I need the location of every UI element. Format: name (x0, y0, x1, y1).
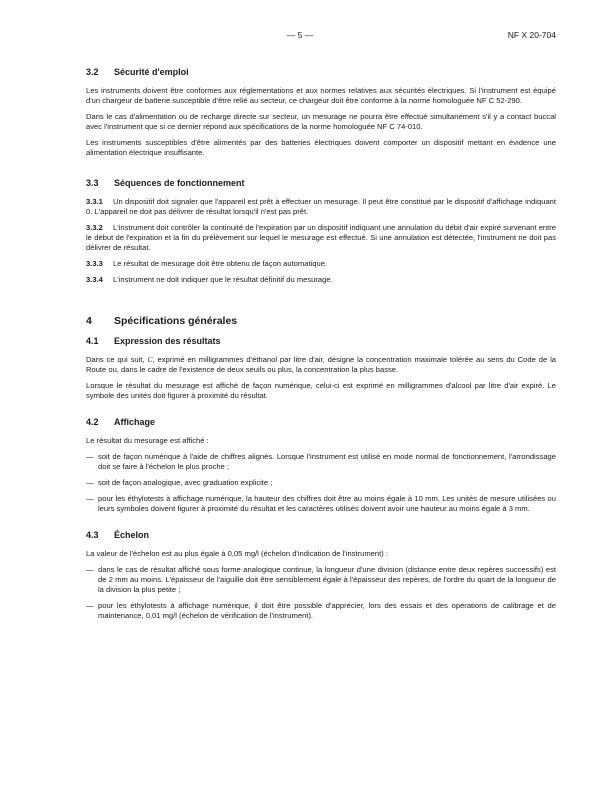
text-run: , exprimé en milligrammes d'éthanol par litre d'air, désigne la concentration maximale tolérée au sens du Code de la Route ou, dans le cadre de l'existence de deux seuils ou plus, la concentration la plus basse. (86, 355, 556, 374)
paragraph: Lorsque le résultat du mesurage est affiché de façon numérique, celui-ci est exprimé en milligrammes d'alcool par litre d'air expiré. Le symbole des unités doit figurer à proximité du résultat. (86, 381, 556, 400)
section-heading-4-3 (86, 530, 556, 541)
subclause-text: Un dispositif doit signaler que l'appareil est prêt à effectuer un mesurage. Il peut être constitué par le dispositif d'affichage indiquant 0. L'appareil ne doit pas délivrer de résultat lorsqu'il n'est pas prêt. (86, 197, 556, 216)
section-number: 4.1 (86, 336, 99, 346)
list-dash: — (86, 478, 94, 487)
section-number: 4.2 (86, 417, 99, 427)
paragraph: Le résultat du mesurage est affiché : (86, 436, 209, 445)
list-item (86, 452, 556, 472)
list-item-text: pour les éthylotests à affichage numérique, il doit être possible d'apprécier, lors des essais et des opérations de calibrage et de maintenance, 0,01 mg/l (échelon de vérification de l'instrument). (98, 601, 556, 620)
list-dash: — (86, 452, 94, 461)
subclause-text: Le résultat de mesurage doit être obtenu de façon automatique. (113, 259, 328, 268)
page-content (86, 67, 556, 627)
document-reference: NF X 20-704 (507, 30, 556, 40)
section-title: Sécurité d'emploi (114, 67, 189, 77)
paragraph: Les instruments susceptibles d'être alimentés par des batteries électriques doivent comporter un dispositif mettant en évidence une alimentation électrique insuffisante. (86, 138, 556, 157)
section-heading-4-2 (86, 417, 556, 428)
section-number: 4.3 (86, 530, 99, 540)
text-run: Dans ce qui suit, (86, 355, 148, 364)
section-title: Expression des résultats (114, 336, 221, 346)
subclause-number: 3.3.4 (86, 275, 103, 284)
list-item (86, 601, 556, 621)
section-heading-4-1 (86, 336, 556, 347)
section-title: Affichage (114, 417, 156, 427)
section-heading-3-3 (86, 178, 556, 189)
list-item (86, 494, 556, 514)
subclause-text: L'instrument doit contrôler la continuité de l'expiration par un dispositif indiquant une annulation du débit d'air expiré survenant entre le début de l'expiration et la fin du prélèvement sur lequel le mesurage est effectué. Si une annulation est détectée, l'instrument ne doit pas délivrer de résultat. (86, 223, 556, 252)
page-header (0, 30, 600, 44)
list-item (86, 478, 556, 488)
paragraph: La valeur de l'échelon est au plus égale à 0,05 mg/l (échelon d'indication de l'instrument) : (86, 549, 388, 558)
chapter-number: 4 (86, 315, 92, 327)
list-item-text: dans le cas de résultat affiché sous forme analogique continue, la longueur d'une division (distance entre deux repères successifs) est de 2 mm au moins. L'épaisseur de l'aiguille doit être sensiblement égale à l'épaisseur des repères, de l'ordre du quart de la longueur de la division la plus petite ; (98, 565, 556, 594)
chapter-title: Spécifications générales (114, 315, 238, 327)
subclause-3-3-1 (86, 197, 556, 217)
section-number: 3.3 (86, 178, 99, 188)
list-dash: — (86, 565, 94, 574)
page-number: — 5 — (286, 30, 314, 40)
list-item (86, 565, 556, 595)
section-number: 3.2 (86, 67, 99, 77)
list-item-text: pour les éthylotests à affichage numérique, la hauteur des chiffres doit être au moins égale à 10 mm. Les unités de mesure utilisées ou leurs symboles doivent figurer à proximité du résultat et les caractères utilisés doivent avoir une hauteur au moins égale à 3 mm. (98, 494, 556, 513)
section-title: Séquences de fonctionnement (114, 178, 245, 188)
subclause-number: 3.3.1 (86, 197, 103, 206)
subclause-3-3-4 (86, 275, 556, 285)
list-dash: — (86, 601, 94, 610)
subclause-number: 3.3.3 (86, 259, 103, 268)
subclause-3-3-3 (86, 259, 556, 269)
paragraph: Les instruments doivent être conformes aux réglementations et aux normes relatives aux sécurités électriques. Si l'instrument est équipé d'un chargeur de batterie susceptible d'être relié au secteur, ce chargeur doit être conforme à la norme homologuée NF C 52-290. (86, 86, 556, 105)
paragraph: Dans le cas d'alimentation ou de recharge directe sur secteur, un mesurage ne pourra être effectué simultanément s'il y a contact buccal avec l'instrument que si ce dernier répond aux spécifications de la norme homologuée NF C 74-010. (86, 112, 556, 131)
section-heading-3-2 (86, 67, 556, 78)
subclause-text: L'instrument ne doit indiquer que le résultat définitif du mesurage. (113, 275, 333, 284)
list-item-text: soit de façon analogique, avec graduation explicite ; (98, 478, 273, 487)
list-dash: — (86, 494, 94, 503)
subclause-3-3-2 (86, 223, 556, 253)
paragraph (86, 355, 556, 375)
subclause-number: 3.3.2 (86, 223, 103, 232)
section-title: Échelon (114, 530, 150, 540)
chapter-heading-4 (86, 315, 556, 328)
concentration-symbol: C (147, 355, 153, 364)
list-item-text: soit de façon numérique à l'aide de chiffres alignés. Lorsque l'instrument est utilisé en mode normal de fonctionnement, l'arrondissage doit se faire à l'échelon le plus proche ; (98, 452, 556, 471)
